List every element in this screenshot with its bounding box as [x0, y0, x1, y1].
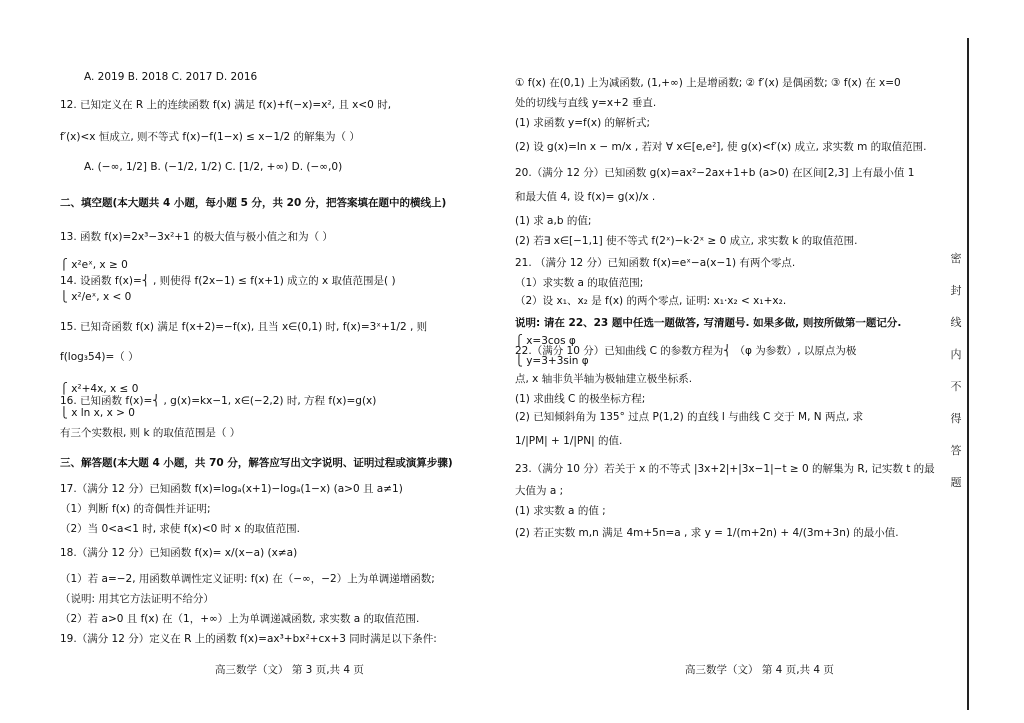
q12-options: A. (−∞, 1/2] B. (−1/2, 1/2) C. [1/2, +∞) D. (−∞,0) — [84, 161, 343, 173]
seal-char: 得 — [950, 412, 962, 425]
q16-case2: ⎩ x ln x, x > 0 — [60, 407, 135, 419]
seal-char: 答 — [950, 444, 962, 457]
q22-line1: 22.（满分 10 分）已知曲线 C 的参数方程为⎨ （φ 为参数）, 以原点为极 — [515, 345, 857, 357]
q17-part2: （2）当 0<a<1 时, 求使 f(x)<0 时 x 的取值范围. — [60, 523, 300, 535]
seal-char: 密 — [950, 252, 962, 265]
q21-part2: （2）设 x₁、x₂ 是 f(x) 的两个零点, 证明: x₁·x₂ < x₁+x₂. — [515, 295, 787, 307]
q20-part2: (2) 若∃ x∈[−1,1] 使不等式 f(2ˣ)−k·2ˣ ≥ 0 成立, 求实数 k 的取值范围. — [515, 235, 858, 247]
q22-part2: (2) 已知倾斜角为 135° 过点 P(1,2) 的直线 l 与曲线 C 交于 M, N 两点, 求 — [515, 411, 864, 423]
q20-part1: (1) 求 a,b 的值; — [515, 215, 592, 227]
q22-case1: ⎧ x=3cos φ — [515, 335, 576, 347]
seal-char: 线 — [950, 316, 962, 329]
q12-line1: 12. 已知定义在 R 上的连续函数 f(x) 满足 f(x)+f(−x)=x², 且 x<0 时, — [60, 99, 392, 111]
q19-conditions-cont: 处的切线与直线 y=x+2 垂直. — [515, 97, 657, 109]
section-3-heading: 三、解答题(本大题 4 小题，共 70 分，解答应写出文字说明、证明过程或演算步骤) — [60, 457, 453, 469]
q15-line2: f(log₃54)=（ ） — [60, 351, 139, 363]
q22-part2-expr: 1/|PM| + 1/|PN| 的值. — [515, 435, 623, 447]
q23-part1: (1) 求实数 a 的值 ; — [515, 505, 606, 517]
q18-note: （说明: 用其它方法证明不给分） — [60, 593, 214, 605]
q19-intro: 19.（满分 12 分）定义在 R 上的函数 f(x)=ax³+bx²+cx+3 同时满足以下条件: — [60, 633, 437, 645]
q22-case2: ⎩ y=3+3sin φ — [515, 355, 589, 367]
q19-conditions: ① f(x) 在(0,1) 上为减函数, (1,+∞) 上是增函数; ② f′(x) 是偶函数; ③ f(x) 在 x=0 — [515, 77, 901, 89]
q18-part1: （1）若 a=−2, 用函数单调性定义证明: f(x) 在（−∞，−2）上为单调递增函数; — [60, 573, 435, 585]
choice-note: 说明: 请在 22、23 题中任选一题做答, 写清题号. 如果多做, 则按所做第一题记分. — [515, 317, 902, 329]
q20-line2: 和最大值 4, 设 f(x)= g(x)/x . — [515, 191, 656, 203]
q23-line1: 23.（满分 10 分）若关于 x 的不等式 |3x+2|+|3x−1|−t ≥ 0 的解集为 R, 记实数 t 的最 — [515, 463, 935, 475]
q18-part2: （2）若 a>0 且 f(x) 在（1，+∞）上为单调递减函数, 求实数 a 的取值范围. — [60, 613, 420, 625]
q22-part1: (1) 求曲线 C 的极坐标方程; — [515, 393, 646, 405]
seal-char: 内 — [950, 348, 962, 361]
q16-line1: 16. 已知函数 f(x)=⎨ , g(x)=kx−1, x∈(−2,2) 时, 方程 f(x)=g(x) — [60, 395, 377, 407]
right-page-footer: 高三数学（文） 第 4 页,共 4 页 — [685, 664, 834, 676]
q20-line1: 20.（满分 12 分）已知函数 g(x)=ax²−2ax+1+b (a>0) 在区间[2,3] 上有最小值 1 — [515, 167, 915, 179]
q17: 17.（满分 12 分）已知函数 f(x)=logₐ(x+1)−logₐ(1−x) (a>0 且 a≠1) — [60, 483, 403, 495]
seal-char: 不 — [950, 380, 962, 393]
seal-char: 封 — [950, 284, 962, 297]
q14: 14. 设函数 f(x)=⎨ , 则使得 f(2x−1) ≤ f(x+1) 成立的 x 取值范围是( ) — [60, 275, 396, 287]
q18: 18.（满分 12 分）已知函数 f(x)= x/(x−a) (x≠a) — [60, 547, 298, 559]
left-page-footer: 高三数学（文） 第 3 页,共 4 页 — [215, 664, 364, 676]
q16-case1: ⎧ x²+4x, x ≤ 0 — [60, 383, 139, 395]
q16-line2: 有三个实数根, 则 k 的取值范围是（ ） — [60, 427, 241, 439]
q21: 21. （满分 12 分）已知函数 f(x)=eˣ−a(x−1) 有两个零点. — [515, 257, 796, 269]
q23-part2: (2) 若正实数 m,n 满足 4m+5n=a , 求 y = 1/(m+2n) + 4/(3m+3n) 的最小值. — [515, 527, 899, 539]
section-2-heading: 二、填空题(本大题共 4 小题，每小题 5 分，共 20 分，把答案填在题中的横线上) — [60, 197, 447, 209]
q21-part1: （1）求实数 a 的取值范围; — [515, 277, 644, 289]
q22-line2: 点, x 轴非负半轴为极轴建立极坐标系. — [515, 373, 693, 385]
binding-line — [967, 38, 969, 710]
seal-char: 题 — [950, 476, 962, 489]
q15-line1: 15. 已知奇函数 f(x) 满足 f(x+2)=−f(x), 且当 x∈(0,1) 时, f(x)=3ˣ+1/2 , 则 — [60, 321, 428, 333]
q19-part2: (2) 设 g(x)=ln x − m/x , 若对 ∀ x∈[e,e²], 使 g(x)<f′(x) 成立, 求实数 m 的取值范围. — [515, 141, 927, 153]
q14-case1: ⎧ x²eˣ, x ≥ 0 — [60, 259, 128, 271]
q13: 13. 函数 f(x)=2x³−3x²+1 的极大值与极小值之和为（ ） — [60, 231, 333, 243]
q11-options: A. 2019 B. 2018 C. 2017 D. 2016 — [84, 71, 258, 83]
q12-line2: f′(x)<x 恒成立, 则不等式 f(x)−f(1−x) ≤ x−1/2 的解集为（ ） — [60, 131, 360, 143]
q19-part1: (1) 求函数 y=f(x) 的解析式; — [515, 117, 651, 129]
q14-case2: ⎩ x²/eˣ, x < 0 — [60, 291, 132, 303]
q17-part1: （1）判断 f(x) 的奇偶性并证明; — [60, 503, 211, 515]
q23-line2: 大值为 a ; — [515, 485, 564, 497]
